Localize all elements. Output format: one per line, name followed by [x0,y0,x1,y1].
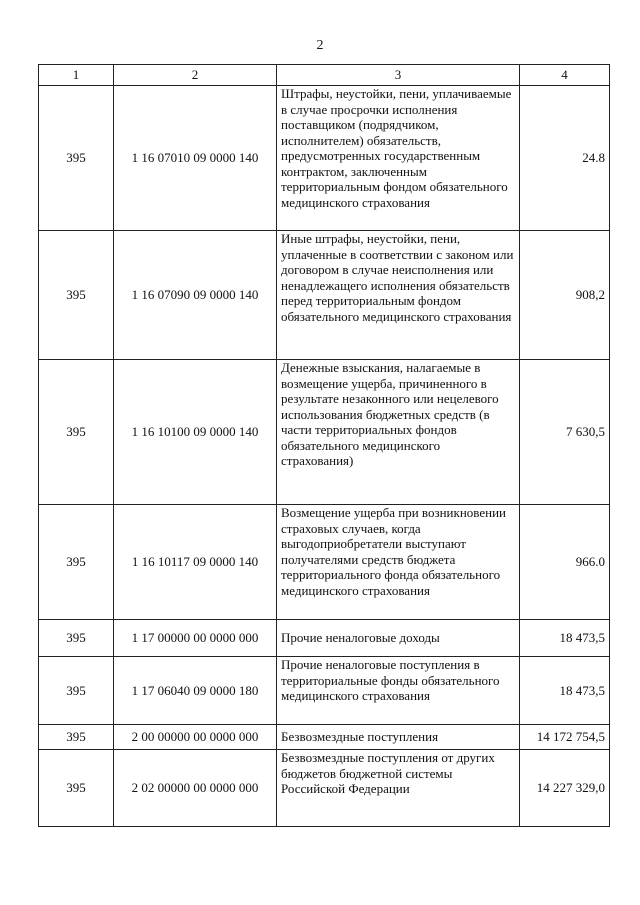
amount-cell: 14 172 754,5 [520,725,610,750]
amount-cell: 18 473,5 [520,620,610,657]
admin-code-cell: 395 [39,86,114,231]
revenue-name-cell: Штрафы, неустойки, пени, уплачиваемые в случае просрочки исполнения поставщиком (подрядчиком, исполнителем) обязательств, предусмотренных государственным контрактом, заключенным территориальным фондом обязательного медицинского страхования [277,86,520,231]
table-row [39,505,610,620]
revenue-name-cell: Иные штрафы, неустойки, пени, уплаченные в соответствии с законом или договором в случае неисполнения или ненадлежащего исполнения обязательств перед территориальным фондом обязательного медицинского страхования [277,231,520,360]
revenue-name-cell: Прочие неналоговые доходы [277,620,520,657]
revenue-name-cell: Денежные взыскания, налагаемые в возмещение ущерба, причиненного в результате незаконного или нецелевого использования бюджетных средств (в части территориальных фондов обязательного медицинского страхования) [277,360,520,505]
amount-cell: 966.0 [520,505,610,620]
table-row [39,360,610,505]
table-row [39,725,610,750]
admin-code-cell: 395 [39,231,114,360]
table-header-row [39,65,610,86]
amount-cell: 7 630,5 [520,360,610,505]
budget-table [38,64,610,827]
column-header: 1 [39,65,114,86]
table-row [39,231,610,360]
column-header: 3 [277,65,520,86]
classification-code-cell: 1 17 06040 09 0000 180 [114,657,277,725]
admin-code-cell: 395 [39,725,114,750]
table-row [39,750,610,827]
classification-code-cell: 2 02 00000 00 0000 000 [114,750,277,827]
amount-cell: 14 227 329,0 [520,750,610,827]
revenue-name-cell: Прочие неналоговые поступления в территориальные фонды обязательного медицинского страхования [277,657,520,725]
classification-code-cell: 2 00 00000 00 0000 000 [114,725,277,750]
admin-code-cell: 395 [39,620,114,657]
admin-code-cell: 395 [39,505,114,620]
classification-code-cell: 1 16 10100 09 0000 140 [114,360,277,505]
admin-code-cell: 395 [39,360,114,505]
column-header: 4 [520,65,610,86]
revenue-name-cell: Безвозмездные поступления [277,725,520,750]
table-row [39,620,610,657]
amount-cell: 18 473,5 [520,657,610,725]
classification-code-cell: 1 16 07010 09 0000 140 [114,86,277,231]
amount-cell: 908,2 [520,231,610,360]
revenue-name-cell: Безвозмездные поступления от других бюджетов бюджетной системы Российской Федерации [277,750,520,827]
column-header: 2 [114,65,277,86]
admin-code-cell: 395 [39,750,114,827]
revenue-name-cell: Возмещение ущерба при возникновении страховых случаев, когда выгодоприобретатели выступают получателями средств бюджета территориального фонда обязательного медицинского страхования [277,505,520,620]
amount-cell: 24.8 [520,86,610,231]
admin-code-cell: 395 [39,657,114,725]
table-row [39,657,610,725]
classification-code-cell: 1 17 00000 00 0000 000 [114,620,277,657]
page-number: 2 [316,38,324,53]
classification-code-cell: 1 16 10117 09 0000 140 [114,505,277,620]
table-row [39,86,610,231]
classification-code-cell: 1 16 07090 09 0000 140 [114,231,277,360]
